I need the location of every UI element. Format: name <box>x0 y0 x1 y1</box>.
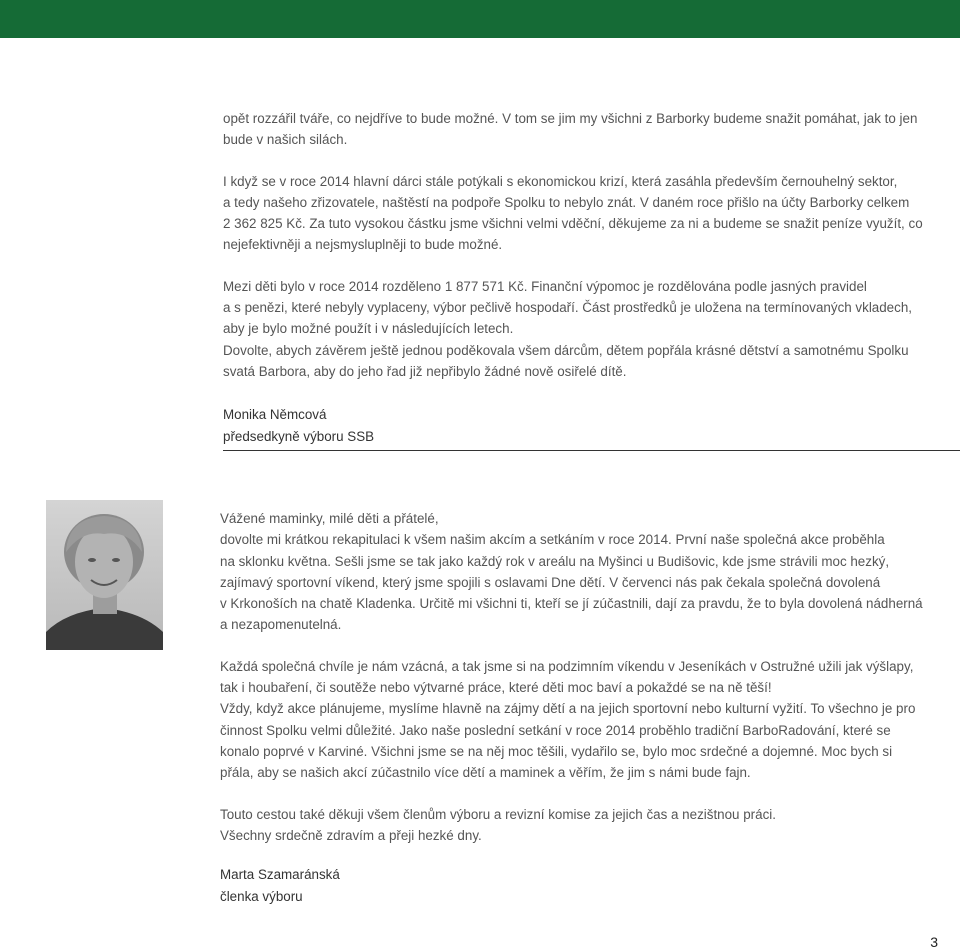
paragraph-line: Vždy, když akce plánujeme, myslíme hlavně na zájmy dětí a na jejich sportovní nebo kulturní vyžití. To všechno je pro <box>220 701 916 717</box>
paragraph-line: přála, aby se našich akcí zúčastnilo více dětí a maminek a věřím, že jim s námi bude fajn. <box>220 765 751 781</box>
paragraph-line: Každá společná chvíle je nám vzácná, a tak jsme si na podzimním víkendu v Jeseníkách v Ostružné užili jak výšlapy, <box>220 658 914 674</box>
paragraph-line: Touto cestou také děkuji všem členům výboru a revizní komise za jejich čas a nezištnou práci. <box>220 806 776 822</box>
signature-role: členka výboru <box>220 888 303 904</box>
signature-block-member <box>220 864 340 907</box>
paragraph-line: činnost Spolku velmi důležité. Jako naše poslední setkání v roce 2014 proběhlo tradiční BarboRadování, které se <box>220 722 891 738</box>
paragraph-line: tak i houbaření, či soutěže nebo výtvarné práce, které děti moc baví a pokaždé se na ně těší! <box>220 680 772 696</box>
paragraph-line: konalo poprvé v Karviné. Všichni jsme se na něj moc těšili, vydařilo se, bylo moc srdečné a dojemné. Moc bych si <box>220 743 893 759</box>
paragraph-line: v Krkonoších na chatě Kladenka. Určitě mi všichni ti, kteří se jí zúčastnili, dají za pravdu, že to byla dovolená nádherná <box>220 596 923 612</box>
paragraph-line: dovolte mi krátkou rekapitulaci k všem našim akcím a setkáním v roce 2014. První naše společná akce proběhla <box>220 532 885 548</box>
paragraph-line: svatá Barbora, aby do jeho řad již nepřibylo žádné nově osiřelé dítě. <box>223 363 627 379</box>
paragraph-line: Všechny srdečně zdravím a přeji hezké dny. <box>220 827 482 843</box>
signature-block-chair <box>223 404 374 447</box>
header-bar <box>0 0 960 38</box>
report-text-block <box>220 508 925 846</box>
paragraph-line: bude v našich silách. <box>223 132 348 148</box>
paragraph-line: Mezi děti bylo v roce 2014 rozděleno 1 877 571 Kč. Finanční výpomoc je rozdělována podle jasných pravidel <box>223 278 867 294</box>
paragraph-line: a tedy našeho zřizovatele, naštěstí na podpoře Spolku to nebylo znát. V daném roce přišlo na účty Barborky celkem <box>223 194 910 210</box>
page-number: 3 <box>930 934 938 950</box>
signature-name: Marta Szamaránská <box>220 867 340 882</box>
signature-role: předsedkyně výboru SSB <box>223 428 375 444</box>
paragraph-line: Dovolte, abych závěrem ještě jednou poděkovala všem dárcům, dětem popřála krásné dětství a samotnému Spolku <box>223 342 909 358</box>
paragraph-line: aby je bylo možné použít i v následujících letech. <box>223 321 514 337</box>
intro-text-block <box>223 108 923 382</box>
paragraph-line: a nezapomenutelná. <box>220 617 342 633</box>
paragraph-line: 2 362 825 Kč. Za tuto vysokou částku jsme všichni velmi vděční, děkujeme za ni a budeme se snažit peníze využít, co <box>223 216 923 232</box>
section-divider <box>223 450 960 451</box>
paragraph-line: nejefektivněji a nejsmysluplněji to bude možné. <box>223 237 503 253</box>
paragraph-line: I když se v roce 2014 hlavní dárci stále potýkali s ekonomickou krizí, která zasáhla především černouhelný sektor, <box>223 173 898 189</box>
paragraph-line: zajímavý sportovní víkend, který jsme spojili s oslavami Dne dětí. V červenci nás pak čekala společná dovolená <box>220 574 881 590</box>
portrait-image <box>46 500 163 650</box>
paragraph-line: Vážené maminky, milé děti a přátelé, <box>220 511 439 526</box>
paragraph-line: a s penězi, které nebyly vyplaceny, výbor pečlivě hospodaří. Část prostředků je uložena na termínovaných vkladech, <box>223 300 912 316</box>
paragraph-line: na sklonku května. Sešli jsme se tak jako každý rok v areálu na Myšinci u Budišovic, kde jsme strávili moc hezký, <box>220 553 890 569</box>
paragraph-line: opět rozzářil tváře, co nejdříve to bude možné. V tom se jim my všichni z Barborky budeme snažit pomáhat, jak to jen <box>223 111 918 126</box>
signature-name: Monika Němcová <box>223 407 327 422</box>
portrait-photo <box>46 500 163 650</box>
